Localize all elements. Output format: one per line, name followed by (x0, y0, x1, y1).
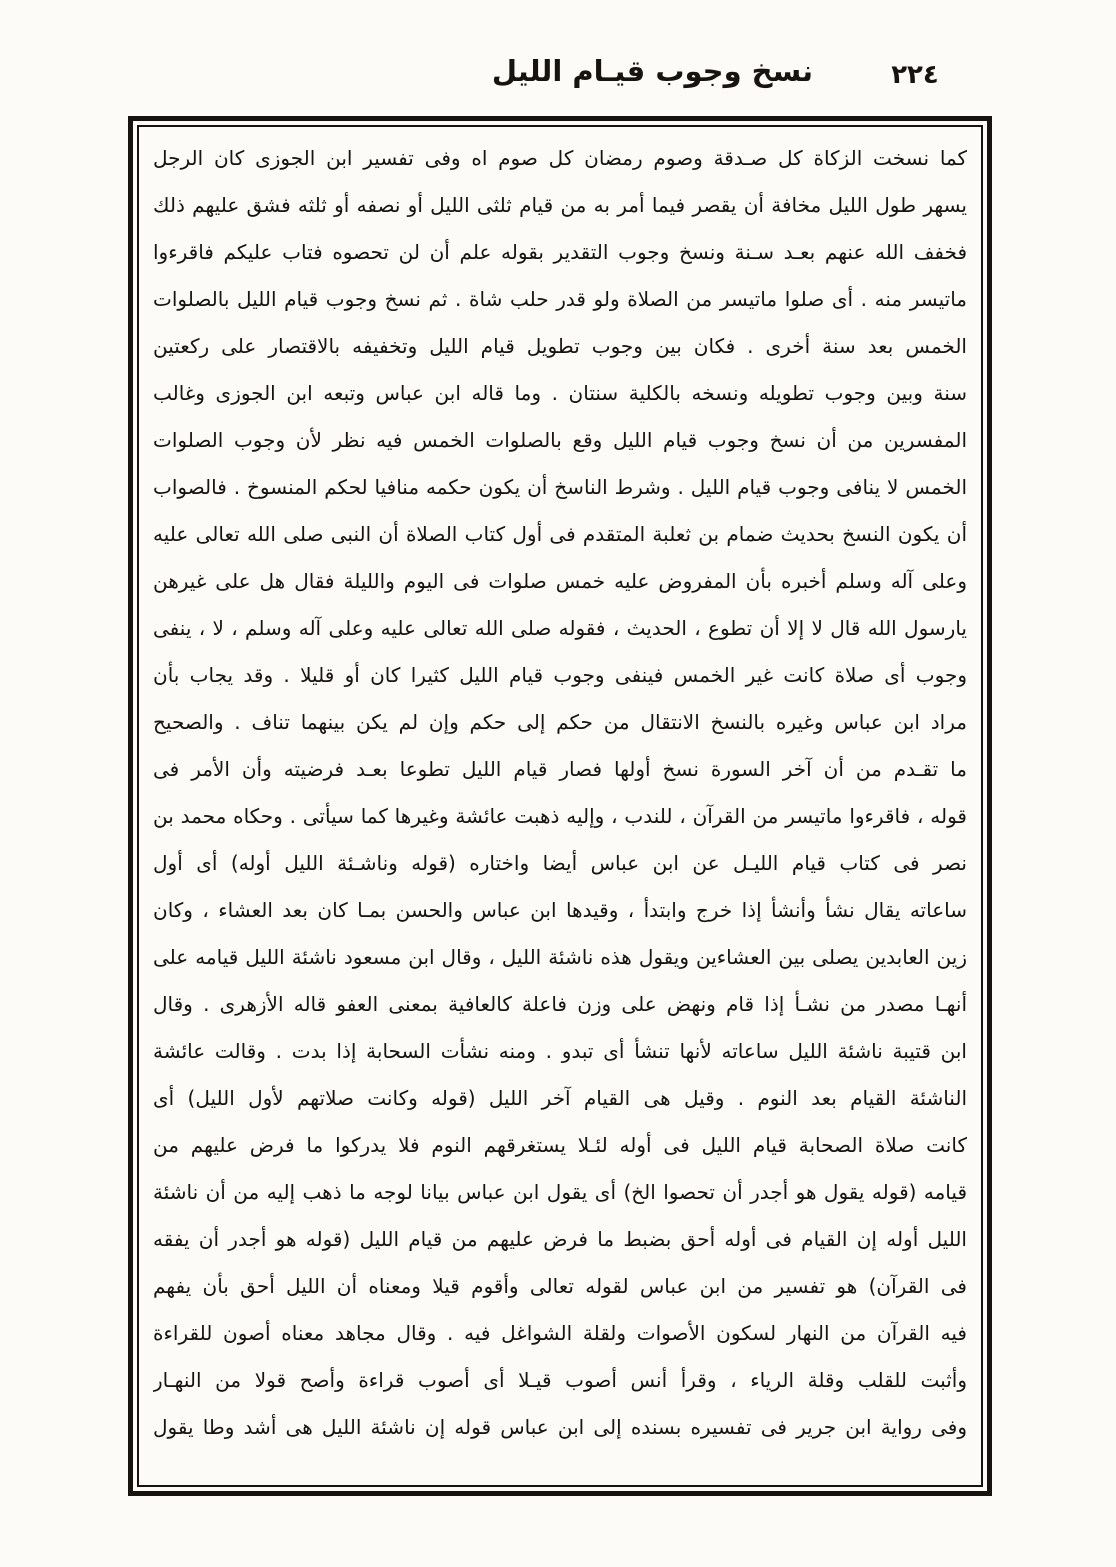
text-line: المفسرين من أن نسخ وجوب قيام الليل وقع بالصلوات الخمس فيه نظر لأن وجوب الصلوات (153, 428, 967, 452)
text-line: أن يكون النسخ بحديث ضمام بن ثعلبة المتقدم فى أول كتاب الصلاة أن النبى صلى الله تعالى عليه (153, 522, 967, 546)
body-text (153, 135, 967, 1477)
text-line: يارسول الله قال لا إلا أن تطوع ، الحديث ، فقوله صلى الله تعالى عليه وعلى آله وسلم ، لا ، ينفى (153, 616, 967, 640)
text-line: ماتيسر منه . أى صلوا ماتيسر من الصلاة ولو قدر حلب شاة . ثم نسخ وجوب قيام الليل بالصلوات (153, 287, 967, 311)
text-frame-inner-border (137, 125, 983, 1487)
text-line: الليل أوله إن القيام فى أوله أحق بضبط ما فرض عليهم من قيام الليل (قوله هو أجدر أن يفقه (153, 1227, 967, 1251)
text-line: وأثبت للقلب وقلة الرياء ، وقرأ أنس أصوب قيـلا أى أصوب قراءة وأصح قولا من النهـار (153, 1368, 967, 1392)
text-line: الناشئة القيام بعد النوم . وقيل هى القيام آخر الليل (قوله وكانت صلاتهم لأول الليل) أى (153, 1086, 967, 1110)
text-line: كما نسخت الزكاة كل صـدقة وصوم رمضان كل صوم اه وفى تفسير ابن الجوزى كان الرجل (153, 146, 967, 170)
text-line: وعلى آله وسلم أخبره بأن المفروض عليه خمس صلوات فى اليوم والليلة فقال هل على غيرهن (153, 569, 967, 593)
text-line: سنة وبين وجوب تطويله ونسخه بالكلية سنتان . وما قاله ابن عباس وتبعه ابن الجوزى وغالب (153, 381, 967, 405)
text-line: فى القرآن) هو تفسير من ابن عباس لقوله تعالى وأقوم قيلا ومعناه أن الليل أحق بأن يفهم (153, 1274, 967, 1298)
text-line: كانت صلاة الصحابة قيام الليل فى أوله لئـلا يستغرقهم النوم فلا يدركوا ما فرض عليهم من (153, 1133, 967, 1157)
text-line: فيه القرآن من النهار لسكون الأصوات ولقلة الشواغل فيه . وقال مجاهد معناه أصون للقراءة (153, 1321, 967, 1345)
text-line: قيامه (قوله يقول هو أجدر أن تحصوا الخ) أى يقول ابن عباس بيانا لوجه ما ذهب إليه من أن ناشئة (153, 1180, 967, 1204)
text-line: وجوب أى صلاة كانت غير الخمس فينفى وجوب قيام الليل كثيرا كان أو قليلا . وقد يجاب بأن (153, 663, 967, 687)
text-line: مراد ابن عباس وغيره بالنسخ الانتقال من حكم إلى حكم وإن لم يكن بينهما تناف . والصحيح (153, 710, 967, 734)
page-title: نسخ وجوب قيـام الليل (491, 54, 813, 88)
text-frame (128, 116, 992, 1496)
text-line: نصر فى كتاب قيام الليـل عن ابن عباس أيضا واختاره (قوله وناشـئة الليل أوله) أى أول (153, 851, 967, 875)
text-line: وفى رواية ابن جرير فى تفسيره بسنده إلى ابن عباس قوله إن ناشئة الليل هى أشد وطا يقول (153, 1415, 967, 1439)
text-line: ساعاته يقال نشأ وأنشأ إذا خرج وابتدأ ، وقيدها ابن عباس والحسن بمـا كان بعد العشاء ، وكان (153, 898, 967, 922)
text-line: الخمس لا ينافى وجوب قيام الليل . وشرط الناسخ أن يكون حكمه منافيا لحكم المنسوخ . فالصواب (153, 475, 967, 499)
page-number: ٢٢٤ (891, 60, 939, 90)
text-line: ابن قتيبة ناشئة الليل ساعاته لأنها تنشأ أى تبدو . ومنه نشأت السحابة إذا بدت . وقالت عائشة (153, 1039, 967, 1063)
text-line: قوله ، فاقرءوا ماتيسر من القرآن ، للندب ، وإليه ذهبت عائشة وغيرها كما سيأتى . وحكاه محمد بن (153, 804, 967, 828)
text-line: فخفف الله عنهم بعـد سـنة ونسخ وجوب التقدير بقوله علم أن لن تحصوه فتاب عليكم فاقرءوا (153, 240, 967, 264)
text-line: زين العابدين يصلى بين العشاءين ويقول هذه ناشئة الليل ، وقال ابن مسعود ناشئة الليل قيامه على (153, 945, 967, 969)
text-line: يسهر طول الليل مخافة أن يقصر فيما أمر به من قيام ثلثى الليل أو نصفه أو ثلثه فشق عليهم ذلك (153, 193, 967, 217)
text-line: ما تقـدم من أن آخر السورة نسخ أولها فصار قيام الليل تطوعا بعـد فرضيته وأن الأمر فى (153, 757, 967, 781)
text-line: أنهـا مصدر من نشـأ إذا قام ونهض على وزن فاعلة كالعافية بمعنى العفو قاله الأزهرى . وقال (153, 992, 967, 1016)
text-line: الخمس بعد سنة أخرى . فكان بين وجوب تطويل قيام الليل وتخفيفه بالاقتصار على ركعتين (153, 334, 967, 358)
